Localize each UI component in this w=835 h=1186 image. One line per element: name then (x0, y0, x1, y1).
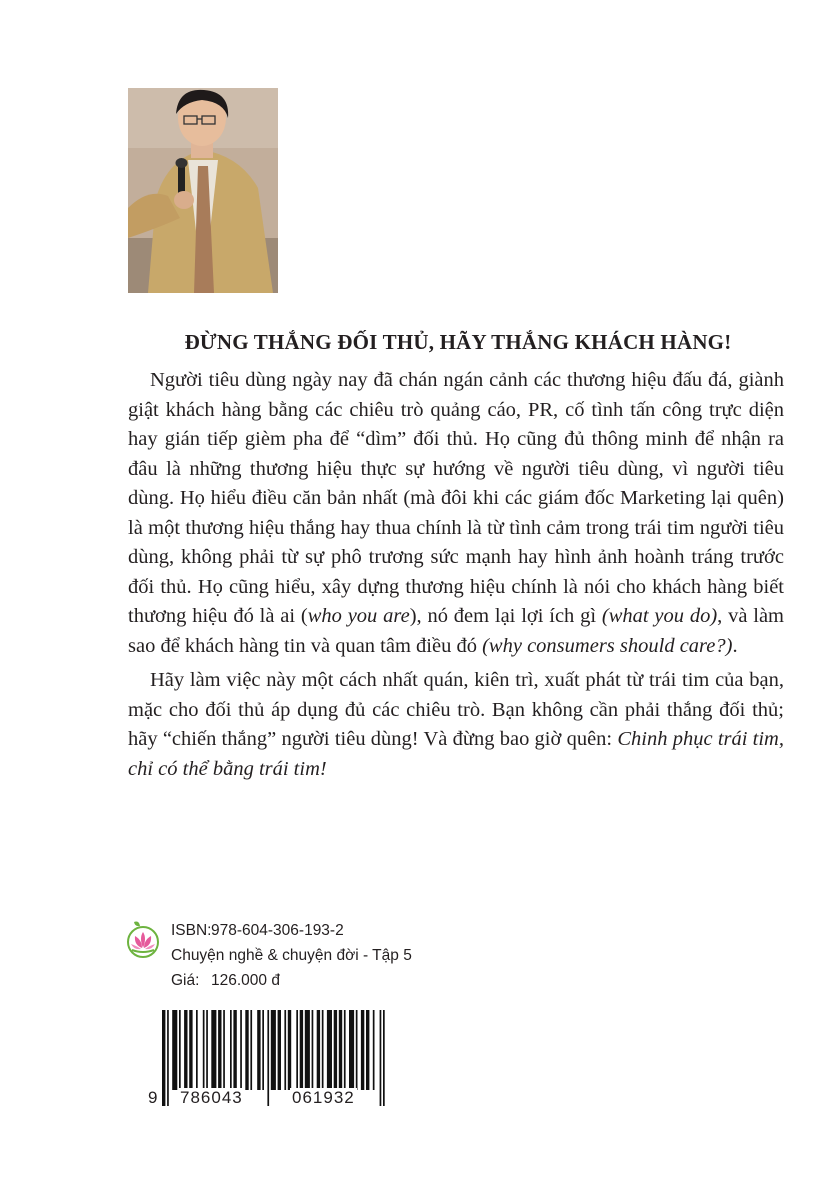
barcode-bar (322, 1010, 324, 1090)
barcode-bar (223, 1010, 225, 1090)
blurb-text (128, 366, 784, 789)
barcode-bar (305, 1010, 310, 1090)
section-heading: ĐỪNG THẮNG ĐỐI THỦ, HÃY THẮNG KHÁCH HÀNG! (184, 330, 732, 354)
paragraph-2: Hãy làm việc này một cách nhất quán, kiên trì, xuất phát từ trái tim của bạn, mặc cho đối thủ áp dụng đủ các chiêu trò. Bạn không cần phải thắng đối thủ; hãy “chiến thắng” người tiêu dùng! Và đừng bao giờ quên: Chinh phục trái tim, chỉ có thể bằng trái tim! (128, 669, 784, 780)
author-photo (128, 88, 278, 293)
barcode-digits-right: 061932 (292, 1088, 355, 1107)
barcode-bar (218, 1010, 221, 1090)
barcode-bar (211, 1010, 216, 1090)
isbn-label: ISBN: (171, 922, 212, 939)
barcode-bar (206, 1010, 208, 1090)
barcode-bar (267, 1010, 269, 1106)
barcode-bar (203, 1010, 205, 1090)
barcode-bar (312, 1010, 314, 1090)
lotus-logo-icon (125, 920, 161, 958)
barcode-bar (184, 1010, 187, 1090)
barcode-bar (262, 1010, 264, 1090)
price-line (171, 968, 280, 993)
barcode-bar (271, 1010, 276, 1090)
series-line: Chuyện nghề & chuyện đời - Tập 5 (171, 947, 412, 964)
barcode-bar (344, 1010, 346, 1090)
barcode-bar (339, 1010, 342, 1090)
barcode-bar (361, 1010, 364, 1090)
barcode-bar (334, 1010, 337, 1090)
barcode-bar (196, 1010, 198, 1090)
barcode-bar (373, 1010, 375, 1090)
barcode-bar (284, 1010, 286, 1090)
barcode-digits-left: 786043 (180, 1088, 243, 1107)
barcode-bar (278, 1010, 281, 1090)
barcode-bar (230, 1010, 232, 1090)
barcode-digit-lead: 9 (148, 1088, 159, 1107)
barcode-bar (349, 1010, 354, 1090)
barcode-bar (167, 1010, 169, 1106)
barcode-bar (179, 1010, 181, 1090)
barcode-bar (383, 1010, 385, 1106)
paragraph-1: Người tiêu dùng ngày nay đã chán ngán cảnh các thương hiệu đấu đá, giành giật khách hàng bằng các chiêu trò quảng cáo, PR, cố tình tấn công trực diện hay gián tiếp gièm pha để “dìm” đối thủ. Họ cũng đủ thông minh để nhận ra đâu là những thương hiệu thực sự hướng về người tiêu dùng, vì người tiêu dùng. Họ hiểu điều căn bản nhất (mà đôi khi các giám đốc Marketing lại quên) là một thương hiệu thắng hay thua chính là từ tình cảm trong trái tim người tiêu dùng, không phải từ sự phô trương sức mạnh hay hình ảnh hoành tráng trước đối thủ. Họ cũng hiểu, xây dựng thương hiệu chính là nói cho khách hàng biết thương hiệu đó là ai (who you are), nó đem lại lợi ích gì (what you do), và làm sao để khách hàng tin và quan tâm điều đó (why consumers should care?). (128, 369, 785, 657)
isbn-line (171, 918, 344, 943)
barcode-bar (172, 1010, 177, 1090)
isbn-value: 978-604-306-193-2 (211, 922, 344, 939)
barcode-bar (356, 1010, 358, 1090)
barcode-bar (189, 1010, 192, 1090)
barcode-bar (380, 1010, 382, 1106)
barcode-bar (233, 1010, 236, 1090)
price-value: 126.000 đ (211, 972, 280, 989)
barcode-bar (327, 1010, 332, 1090)
barcode-bar (288, 1010, 291, 1090)
barcode-bar (257, 1010, 260, 1090)
barcode-bar (296, 1010, 298, 1090)
barcode-bar (317, 1010, 320, 1090)
price-label: Giá: (171, 972, 200, 989)
barcode-bar (300, 1010, 303, 1090)
barcode-bar (162, 1010, 165, 1106)
barcode-bar (366, 1010, 369, 1090)
barcode-bar (250, 1010, 252, 1090)
barcode-bar (240, 1010, 242, 1090)
barcode-bar (245, 1010, 248, 1090)
